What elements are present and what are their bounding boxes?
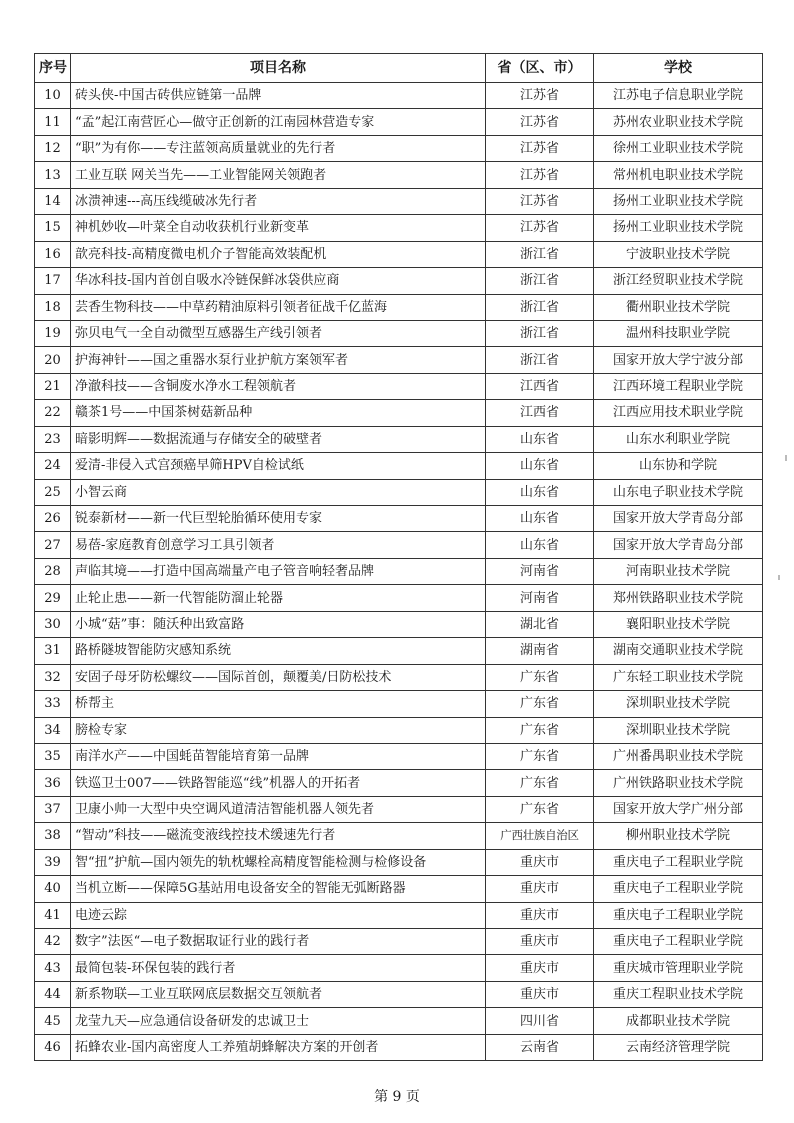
cell-no: 44 <box>35 981 71 1007</box>
cell-province: 浙江省 <box>486 347 594 373</box>
cell-school: 扬州工业职业技术学院 <box>594 188 763 214</box>
cell-no: 33 <box>35 691 71 717</box>
cell-school: 衢州职业技术学院 <box>594 294 763 320</box>
cell-province: 江苏省 <box>486 162 594 188</box>
table-row <box>35 664 763 690</box>
cell-project-name: 止轮止患——新一代智能防溜止轮器 <box>71 585 486 611</box>
table-row <box>35 109 763 135</box>
cell-no: 25 <box>35 479 71 505</box>
table-row <box>35 876 763 902</box>
cell-province: 江西省 <box>486 373 594 399</box>
cell-school: 成都职业技术学院 <box>594 1008 763 1034</box>
cell-school: 湖南交通职业技术学院 <box>594 638 763 664</box>
table-row <box>35 162 763 188</box>
cell-school: 山东水利职业学院 <box>594 426 763 452</box>
cell-school: 重庆电子工程职业学院 <box>594 876 763 902</box>
cell-province: 江苏省 <box>486 109 594 135</box>
cell-no: 26 <box>35 506 71 532</box>
table-row <box>35 849 763 875</box>
table-row <box>35 823 763 849</box>
cell-school: 广州铁路职业技术学院 <box>594 770 763 796</box>
header-school: 学校 <box>594 54 763 83</box>
table-row <box>35 743 763 769</box>
table-row <box>35 770 763 796</box>
cell-school: 广东轻工职业技术学院 <box>594 664 763 690</box>
cell-no: 38 <box>35 823 71 849</box>
cell-school: 国家开放大学青岛分部 <box>594 506 763 532</box>
cell-project-name: 小智云商 <box>71 479 486 505</box>
cell-no: 29 <box>35 585 71 611</box>
cell-no: 46 <box>35 1034 71 1060</box>
table-row <box>35 955 763 981</box>
cell-province: 湖南省 <box>486 638 594 664</box>
table-body <box>35 83 763 1061</box>
cell-project-name: 当机立断——保障5G基站用电设备安全的智能无弧断路器 <box>71 876 486 902</box>
cell-project-name: 安固子母牙防松螺纹——国际首创，颠覆美/日防松技术 <box>71 664 486 690</box>
cell-project-name: 护海神针——国之重器水泵行业护航方案领军者 <box>71 347 486 373</box>
table-row <box>35 347 763 373</box>
cell-project-name: 砖头侠-中国古砖供应链第一品牌 <box>71 83 486 109</box>
cell-no: 11 <box>35 109 71 135</box>
table-row <box>35 796 763 822</box>
cell-no: 45 <box>35 1008 71 1034</box>
cell-province: 广西壮族自治区 <box>486 823 594 849</box>
cell-project-name: “孟”起江南营匠心—做守正创新的江南园林营造专家 <box>71 109 486 135</box>
cell-project-name: 电迹云踪 <box>71 902 486 928</box>
cell-school: 山东电子职业技术学院 <box>594 479 763 505</box>
cell-no: 19 <box>35 320 71 346</box>
cell-province: 浙江省 <box>486 294 594 320</box>
project-table <box>34 53 763 1061</box>
cell-school: 河南职业技术学院 <box>594 558 763 584</box>
cell-province: 重庆市 <box>486 876 594 902</box>
cell-project-name: 锐泰新材——新一代巨型轮胎循环使用专家 <box>71 506 486 532</box>
cell-province: 山东省 <box>486 532 594 558</box>
table-row <box>35 426 763 452</box>
cell-school: 苏州农业职业技术学院 <box>594 109 763 135</box>
header-no: 序号 <box>35 54 71 83</box>
cell-project-name: 爱清-非侵入式宫颈癌早筛HPV自检试纸 <box>71 453 486 479</box>
table-row <box>35 400 763 426</box>
cell-school: 国家开放大学青岛分部 <box>594 532 763 558</box>
cell-province: 山东省 <box>486 426 594 452</box>
cell-school: 江西应用技术职业学院 <box>594 400 763 426</box>
cell-no: 43 <box>35 955 71 981</box>
cell-no: 27 <box>35 532 71 558</box>
cell-school: 山东协和学院 <box>594 453 763 479</box>
cell-province: 重庆市 <box>486 849 594 875</box>
cell-province: 重庆市 <box>486 981 594 1007</box>
cell-project-name: “智动”科技——磁流变液线控技术缓速先行者 <box>71 823 486 849</box>
cell-no: 14 <box>35 188 71 214</box>
cell-province: 山东省 <box>486 506 594 532</box>
table-row <box>35 83 763 109</box>
cell-no: 42 <box>35 929 71 955</box>
cell-school: 襄阳职业技术学院 <box>594 611 763 637</box>
cell-school: 深圳职业技术学院 <box>594 691 763 717</box>
table-row <box>35 929 763 955</box>
cell-no: 34 <box>35 717 71 743</box>
cell-no: 36 <box>35 770 71 796</box>
table-row <box>35 638 763 664</box>
cell-project-name: 暗影明辉——数据流通与存储安全的破壁者 <box>71 426 486 452</box>
cell-no: 13 <box>35 162 71 188</box>
table-row <box>35 1008 763 1034</box>
cell-province: 重庆市 <box>486 929 594 955</box>
cell-school: 徐州工业职业技术学院 <box>594 135 763 161</box>
cell-project-name: 桥帮主 <box>71 691 486 717</box>
cell-project-name: 冰溃神速---高压线缆破冰先行者 <box>71 188 486 214</box>
cell-province: 河南省 <box>486 585 594 611</box>
table-header-row <box>35 54 763 83</box>
table-row <box>35 373 763 399</box>
cell-province: 浙江省 <box>486 268 594 294</box>
cell-no: 40 <box>35 876 71 902</box>
cell-province: 广东省 <box>486 717 594 743</box>
cell-no: 18 <box>35 294 71 320</box>
cell-project-name: 神机妙收—叶菜全自动收获机行业新变革 <box>71 215 486 241</box>
cell-project-name: 膀检专家 <box>71 717 486 743</box>
table-row <box>35 532 763 558</box>
cell-school: 重庆工程职业技术学院 <box>594 981 763 1007</box>
cell-project-name: 弥贝电气一全自动微型互感器生产线引领者 <box>71 320 486 346</box>
cell-school: 浙江经贸职业技术学院 <box>594 268 763 294</box>
cell-school: 重庆电子工程职业学院 <box>594 849 763 875</box>
cell-school: 重庆电子工程职业学院 <box>594 902 763 928</box>
cell-province: 江苏省 <box>486 83 594 109</box>
cell-province: 云南省 <box>486 1034 594 1060</box>
cell-school: 扬州工业职业技术学院 <box>594 215 763 241</box>
cell-project-name: 拓蜂农业-国内高密度人工养殖胡蜂解决方案的开创者 <box>71 1034 486 1060</box>
cell-province: 山东省 <box>486 453 594 479</box>
cell-province: 江苏省 <box>486 188 594 214</box>
cell-no: 30 <box>35 611 71 637</box>
cell-province: 重庆市 <box>486 955 594 981</box>
cell-school: 云南经济管理学院 <box>594 1034 763 1060</box>
cell-province: 湖北省 <box>486 611 594 637</box>
cell-province: 江苏省 <box>486 135 594 161</box>
cell-project-name: 最简包装-环保包装的践行者 <box>71 955 486 981</box>
table-row <box>35 506 763 532</box>
table-row <box>35 1034 763 1060</box>
cell-province: 广东省 <box>486 743 594 769</box>
cell-project-name: 声临其境——打造中国高端量产电子管音响轻奢品牌 <box>71 558 486 584</box>
scan-edge-mark <box>785 455 787 461</box>
table-row <box>35 188 763 214</box>
cell-no: 16 <box>35 241 71 267</box>
cell-school: 柳州职业技术学院 <box>594 823 763 849</box>
page-number: 第 9 页 <box>374 1089 420 1105</box>
cell-project-name: 铁巡卫士007——铁路智能巡“线”机器人的开拓者 <box>71 770 486 796</box>
cell-project-name: 华冰科技-国内首创自吸水冷链保鲜冰袋供应商 <box>71 268 486 294</box>
table-row <box>35 320 763 346</box>
cell-no: 41 <box>35 902 71 928</box>
cell-school: 重庆电子工程职业学院 <box>594 929 763 955</box>
cell-no: 28 <box>35 558 71 584</box>
cell-project-name: 数字”法医“—电子数据取证行业的践行者 <box>71 929 486 955</box>
cell-school: 郑州铁路职业技术学院 <box>594 585 763 611</box>
cell-project-name: 工业互联 网关当先——工业智能网关领跑者 <box>71 162 486 188</box>
cell-province: 浙江省 <box>486 241 594 267</box>
cell-project-name: 净澈科技——含铜废水净水工程领航者 <box>71 373 486 399</box>
cell-no: 32 <box>35 664 71 690</box>
cell-school: 国家开放大学宁波分部 <box>594 347 763 373</box>
cell-project-name: 新系物联—工业互联网底层数据交互领航者 <box>71 981 486 1007</box>
cell-province: 江西省 <box>486 400 594 426</box>
cell-project-name: 卫康小帅一大型中央空调风道清洁智能机器人领先者 <box>71 796 486 822</box>
cell-no: 10 <box>35 83 71 109</box>
table-row <box>35 294 763 320</box>
cell-project-name: 芸香生物科技——中草药精油原料引领者征战千亿蓝海 <box>71 294 486 320</box>
cell-province: 广东省 <box>486 770 594 796</box>
cell-province: 江苏省 <box>486 215 594 241</box>
cell-project-name: 南洋水产——中国蚝苗智能培育第一品牌 <box>71 743 486 769</box>
cell-school: 江西环境工程职业学院 <box>594 373 763 399</box>
cell-school: 温州科技职业学院 <box>594 320 763 346</box>
cell-no: 35 <box>35 743 71 769</box>
cell-no: 39 <box>35 849 71 875</box>
cell-school: 重庆城市管理职业学院 <box>594 955 763 981</box>
table-row <box>35 981 763 1007</box>
cell-school: 广州番禺职业技术学院 <box>594 743 763 769</box>
cell-province: 河南省 <box>486 558 594 584</box>
cell-school: 国家开放大学广州分部 <box>594 796 763 822</box>
cell-no: 21 <box>35 373 71 399</box>
cell-no: 12 <box>35 135 71 161</box>
cell-province: 山东省 <box>486 479 594 505</box>
cell-province: 广东省 <box>486 796 594 822</box>
table-row <box>35 241 763 267</box>
cell-no: 31 <box>35 638 71 664</box>
header-project-name: 项目名称 <box>71 54 486 83</box>
cell-no: 24 <box>35 453 71 479</box>
cell-no: 15 <box>35 215 71 241</box>
cell-school: 深圳职业技术学院 <box>594 717 763 743</box>
scan-edge-mark <box>778 575 780 580</box>
cell-school: 江苏电子信息职业学院 <box>594 83 763 109</box>
table-row <box>35 453 763 479</box>
table-row <box>35 268 763 294</box>
cell-school: 常州机电职业技术学院 <box>594 162 763 188</box>
cell-project-name: 路桥隧坡智能防灾感知系统 <box>71 638 486 664</box>
cell-project-name: 易蓓-家庭教育创意学习工具引领者 <box>71 532 486 558</box>
cell-province: 浙江省 <box>486 320 594 346</box>
cell-province: 广东省 <box>486 691 594 717</box>
table-row <box>35 717 763 743</box>
cell-no: 20 <box>35 347 71 373</box>
table-row <box>35 479 763 505</box>
cell-province: 四川省 <box>486 1008 594 1034</box>
cell-province: 广东省 <box>486 664 594 690</box>
cell-project-name: 小城“菇”事：随沃种出致富路 <box>71 611 486 637</box>
cell-school: 宁波职业技术学院 <box>594 241 763 267</box>
project-table-container <box>34 53 762 1061</box>
cell-no: 37 <box>35 796 71 822</box>
cell-no: 17 <box>35 268 71 294</box>
table-row <box>35 585 763 611</box>
cell-no: 22 <box>35 400 71 426</box>
table-row <box>35 902 763 928</box>
table-row <box>35 558 763 584</box>
table-row <box>35 611 763 637</box>
table-row <box>35 135 763 161</box>
cell-no: 23 <box>35 426 71 452</box>
table-row <box>35 215 763 241</box>
table-row <box>35 691 763 717</box>
cell-project-name: 歆亮科技-高精度微电机介子智能高效装配机 <box>71 241 486 267</box>
cell-project-name: “职”为有你——专注蓝领高质量就业的先行者 <box>71 135 486 161</box>
cell-province: 重庆市 <box>486 902 594 928</box>
cell-project-name: 龙莹九天—应急通信设备研发的忠诚卫士 <box>71 1008 486 1034</box>
cell-project-name: 赣茶1号——中国茶树菇新品种 <box>71 400 486 426</box>
cell-project-name: 智“扭”护航—国内领先的轨枕螺栓高精度智能检测与检修设备 <box>71 849 486 875</box>
header-province: 省（区、市） <box>486 54 594 83</box>
